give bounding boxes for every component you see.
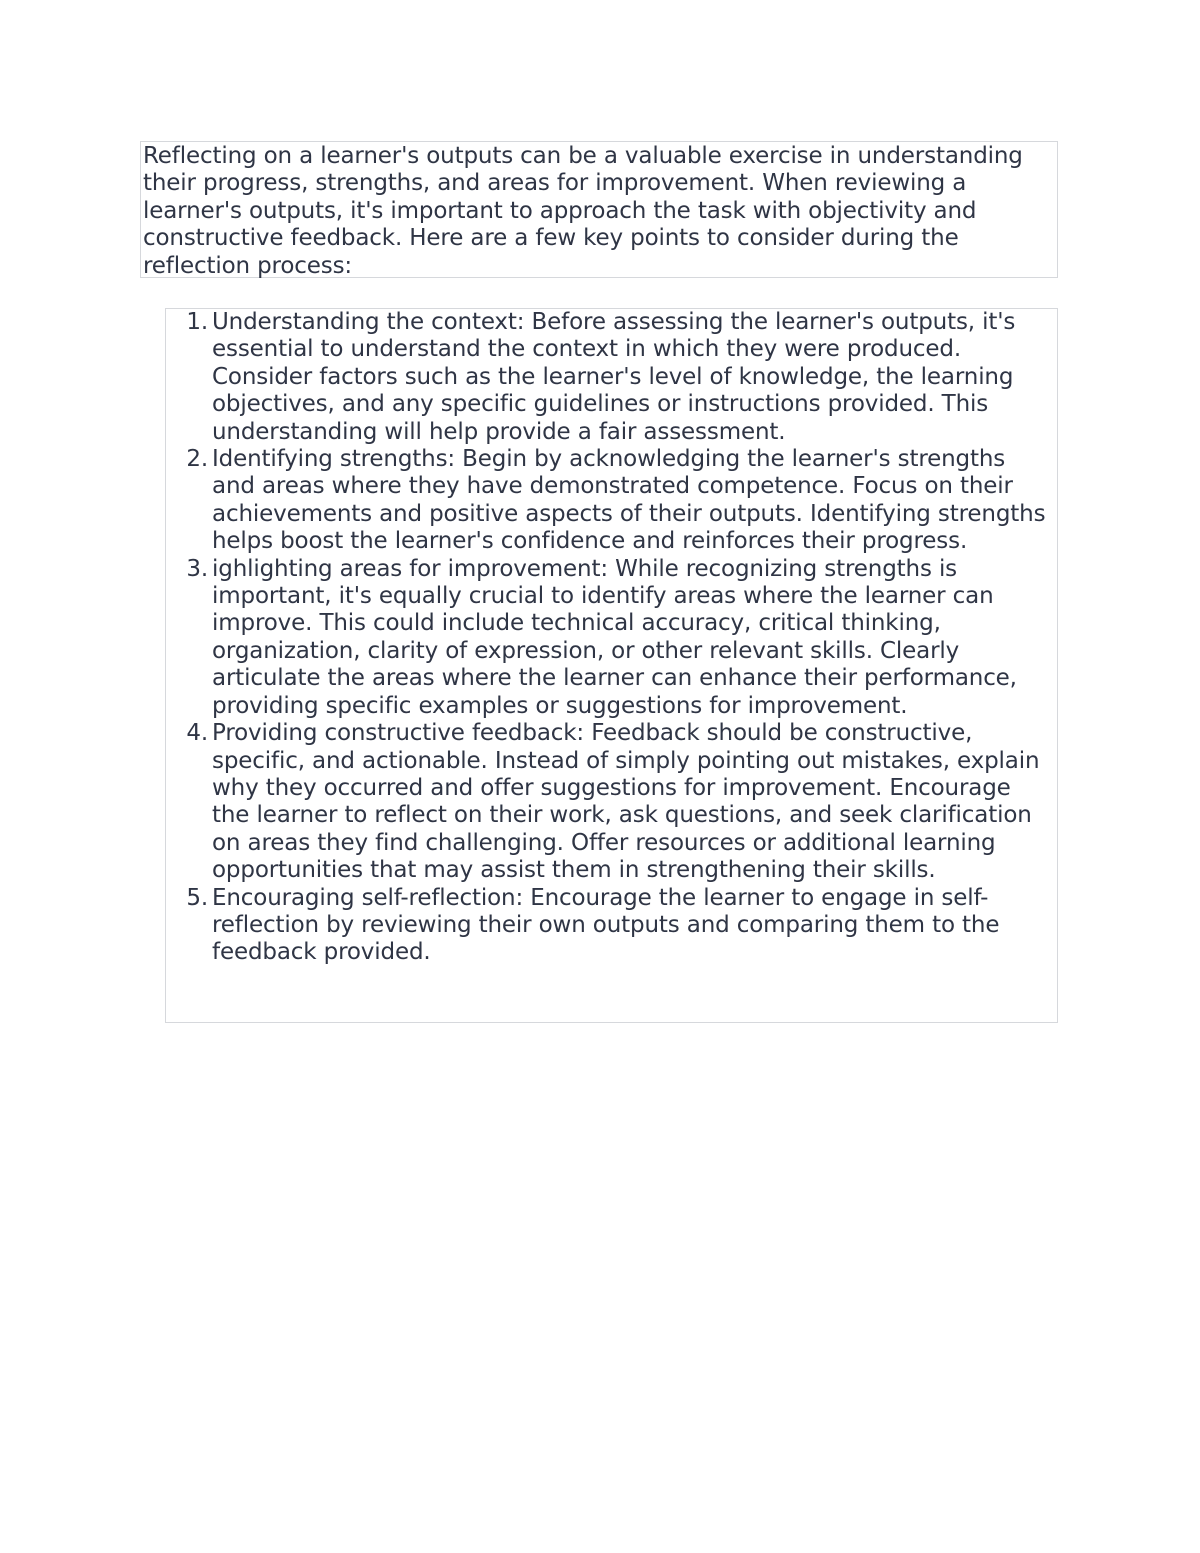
- list-item: [166, 720, 1057, 884]
- list-item-text: ighlighting areas for improvement: While recognizing strengths is important, it's equally crucial to identify areas where the learner can improve. This could include technical accuracy, critical thinking, organization, clarity of expression, or other relevant skills. Clearly articulate the areas where the learner can enhance their performance, providing specific examples or suggestions for improvement.: [212, 555, 1017, 719]
- list-item: [166, 446, 1057, 556]
- list-item-number: 2.: [186, 446, 208, 473]
- list-item-text: Identifying strengths: Begin by acknowledging the learner's strengths and areas where they have demonstrated competence. Focus on their achievements and positive aspects of their outputs. Identifying strengths helps boost the learner's confidence and reinforces their progress.: [212, 446, 1046, 555]
- list-item-text: Providing constructive feedback: Feedback should be constructive, specific, and actionable. Instead of simply pointing out mistakes, explain why they occurred and offer suggestions for improvement. Encourage the learner to reflect on their work, ask questions, and seek clarification on areas they find challenging. Offer resources or additional learning opportunities that may assist them in strengthening their skills.: [212, 720, 1040, 884]
- list-item-number: 4.: [186, 720, 208, 747]
- intro-paragraph: Reflecting on a learner's outputs can be a valuable exercise in understanding their progress, strengths, and areas for improvement. When reviewing a learner's outputs, it's important to approach the task with objectivity and constructive feedback. Here are a few key points to consider during the reflection process:: [140, 141, 1058, 278]
- list-item-number: 5.: [186, 884, 208, 911]
- list-item-number: 3.: [186, 555, 208, 582]
- key-points-list: [165, 308, 1058, 1023]
- list-item-text: Understanding the context: Before assessing the learner's outputs, it's essential to understand the context in which they were produced. Consider factors such as the learner's level of knowledge, the learning objectives, and any specific guidelines or instructions provided. This understanding will help provide a fair assessment.: [212, 309, 1016, 445]
- list-item: [166, 556, 1057, 720]
- list-item: [166, 885, 1057, 967]
- list-item-text: Encouraging self-reflection: Encourage the learner to engage in self-reflection by reviewing their own outputs and comparing them to the feedback provided.: [212, 884, 1000, 966]
- list-item: [166, 309, 1057, 446]
- list-item-number: 1.: [186, 309, 208, 335]
